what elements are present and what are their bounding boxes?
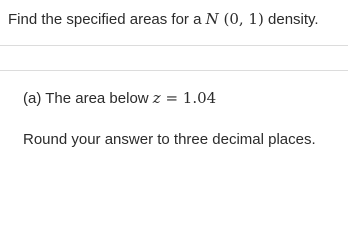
prompt-text-start: Find the specified areas for a	[8, 11, 206, 28]
question-prompt	[8, 9, 319, 30]
part-a-math-variable: z	[152, 89, 161, 107]
part-a-label: (a) The area below	[23, 90, 153, 107]
part-a-section	[0, 70, 348, 161]
prompt-text-end: density.	[263, 11, 319, 28]
rounding-instructions: Round your answer to three decimal places.	[23, 131, 316, 148]
question-header	[0, 0, 348, 46]
part-a-question	[23, 88, 216, 109]
prompt-math-variable: N	[205, 10, 219, 28]
prompt-math-args: (0, 1)	[218, 10, 264, 28]
part-a-math-value: = 1.04	[160, 89, 217, 107]
